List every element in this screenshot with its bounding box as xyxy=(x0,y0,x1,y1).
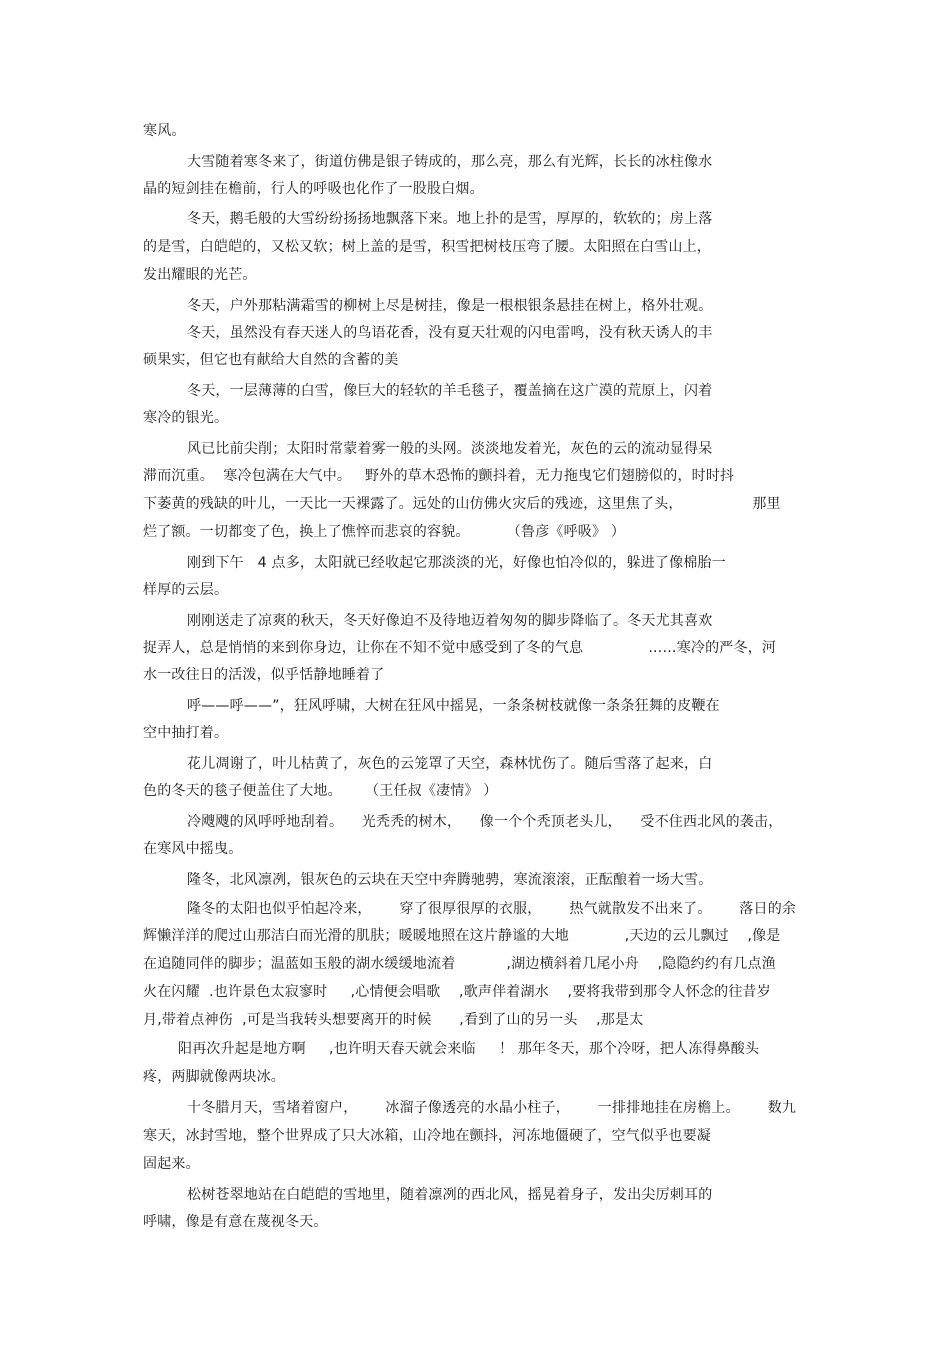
text-line: 空中抽打着。 xyxy=(143,725,229,741)
text-line: 呼——呼——”，狂风呼啸，大树在狂风中摇晃，一条条树枝就像一条条狂舞的皮鞭在 xyxy=(187,698,720,714)
text-line: 松树苍翠地站在白皑皑的雪地里，随着凛冽的西北风，摇晃着身子，发出尖厉刺耳的 xyxy=(187,1187,713,1203)
text-line: 疼，两脚就像两块冰。 xyxy=(143,1069,285,1085)
text-line: 冬天，虽然没有春天迷人的鸟语花香，没有夏天壮观的闪电雷鸣，没有秋天诱人的丰 xyxy=(187,325,713,341)
text-line: 烂了额。一切都变了色，换上了憔悴而悲哀的容貌。 （鲁彦《呼吸》 ） xyxy=(143,524,626,540)
text-line: 冬天，一层薄薄的白雪，像巨大的轻软的羊毛毯子，覆盖摘在这广漠的荒原上，闪着 xyxy=(187,383,713,399)
text-line: 辉懒洋洋的爬过山那洁白而光滑的肌肤；暖暖地照在这片静谧的大地 ,天边的云儿飘过 ,像是 xyxy=(143,928,781,944)
text-line: 隆冬的太阳也似乎怕起冷来， 穿了很厚很厚的衣服， 热气就散发不出来了。 落日的余 xyxy=(187,901,797,917)
text-line: 大雪随着寒冬来了，街道仿佛是银子铸成的，那么亮，那么有光辉，长长的冰柱像水 xyxy=(187,154,713,170)
text-line: 样厚的云层。 xyxy=(143,582,229,598)
text-line: 冬天，户外那粘满霜雪的柳树上尽是树挂，像是一根根银条悬挂在树上，格外壮观。 xyxy=(187,298,713,314)
text-line: 捉弄人，总是悄悄的来到你身边，让你在不知不觉中感受到了冬的气息 ……寒冷的严冬，河 xyxy=(143,640,777,656)
text-line: 寒冷的银光。 xyxy=(143,410,229,426)
text-line: 在寒风中摇曳。 xyxy=(143,841,243,857)
text-line: 十冬腊月天，雪堵着窗户， 冰溜子像透亮的水晶小柱子， 一排排地挂在房檐上。 数九 xyxy=(187,1100,797,1116)
text-line: 风已比前尖削；太阳时常蒙着雾一般的头网。淡淡地发着光，灰色的云的流动显得呆 xyxy=(187,441,713,457)
text-line: 寒天，冰封雪地，整个世界成了只大冰箱，山冷地在颤抖，河冻地僵硬了，空气似乎也要凝 xyxy=(143,1128,711,1144)
text-line: 下萎黄的残缺的叶儿，一天比一天裸露了。远处的山仿佛火灾后的残迹，这里焦了头， 那里 xyxy=(143,496,781,512)
text-line: 隆冬，北风凛冽，银灰色的云块在天空中奔腾驰骋，寒流滚滚，正酝酿着一场大雪。 xyxy=(187,872,713,888)
text-line: 水一改往日的活泼，似乎恬静地睡着了 xyxy=(143,667,385,683)
text-line: 冬天，鹅毛般的大雪纷纷扬扬地飘落下来。地上扑的是雪，厚厚的，软软的；房上落 xyxy=(187,211,713,227)
text-line: 刚刚送走了凉爽的秋天，冬天好像迫不及待地迈着匆匆的脚步降临了。冬天尤其喜欢 xyxy=(187,613,713,629)
text-line: 阳再次升起是地方啊 ,也许明天春天就会来临 ！ 那年冬天，那个冷呀，把人冻得鼻酸头 xyxy=(178,1041,760,1057)
text-line: 发出耀眼的光芒。 xyxy=(143,267,257,283)
text-line: 花儿凋谢了，叶儿枯黄了，灰色的云笼罩了天空，森林忧伤了。随后雪落了起来，白 xyxy=(187,756,713,772)
text-line: 固起来。 xyxy=(143,1156,200,1172)
text-line: 冷飕飕的风呼呼地刮着。 光秃秃的树木， 像一个个秃顶老头儿， 受不住西北风的袭击， xyxy=(187,814,783,830)
text-line: 呼啸，像是有意在蔑视冬天。 xyxy=(143,1214,328,1230)
text-line: 的是雪，白皑皑的，又松又软；树上盖的是雪，积雪把树枝压弯了腰。太阳照在白雪山上， xyxy=(143,239,711,255)
text-line: 滞而沉重。 寒冷包满在大气中。 野外的草木恐怖的颤抖着，无力拖曳它们翅膀似的，时时抖 xyxy=(143,468,735,484)
text-line: 月,带着点神伤 ,可是当我转头想要离开的时候 ,看到了山的另一头 ,那是太 xyxy=(143,1012,644,1028)
text-line: 刚到下午 4 点多，太阳就已经收起它那淡淡的光，好像也怕冷似的，躲进了像棉胎一 xyxy=(187,555,726,571)
text-line: 色的冬天的毯子便盖住了大地。 （王任叔《凄情》 ） xyxy=(143,783,498,799)
text-line: 寒风。 xyxy=(143,123,186,139)
text-line: 在追随同伴的脚步；温蓝如玉般的湖水缓缓地流着 ,湖边横斜着几尾小舟 ,隐隐约约有几点渔 xyxy=(143,956,776,972)
text-line: 硕果实，但它也有献给大自然的含蓄的美 xyxy=(143,352,399,368)
text-line: 晶的短剑挂在檐前，行人的呼吸也化作了一股股白烟。 xyxy=(143,181,484,197)
text-line: 火在闪耀 .也许景色太寂寥时 ,心情便会唱歌 ,歌声伴着湖水 ,要将我带到那令人怀念的往昔岁 xyxy=(143,984,771,1000)
